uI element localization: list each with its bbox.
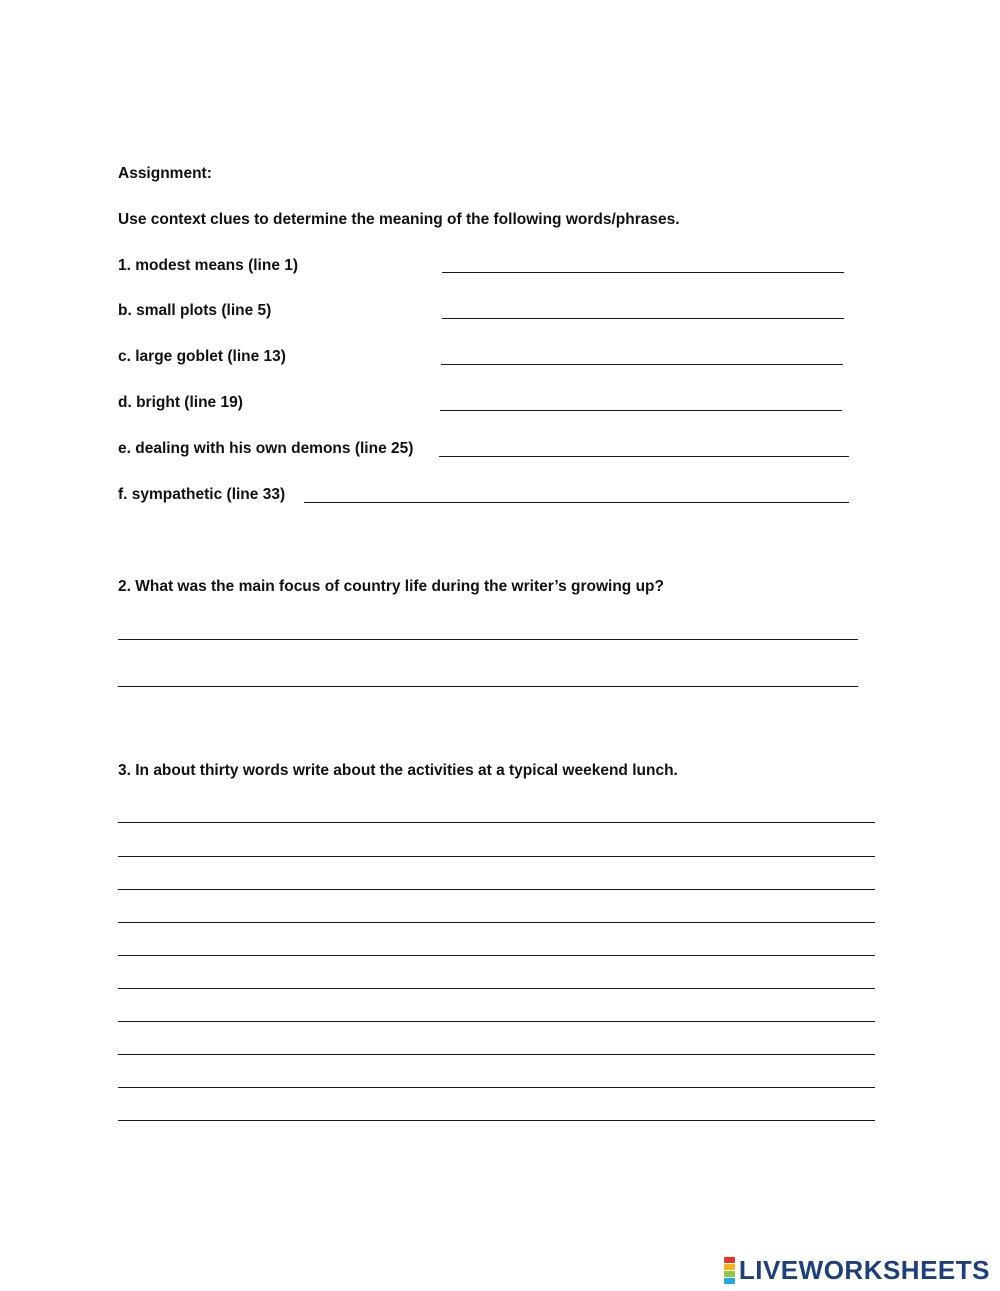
logo-block <box>724 1257 735 1263</box>
answer-line[interactable] <box>118 988 875 989</box>
answer-line[interactable] <box>118 922 875 923</box>
logo-block <box>724 1278 735 1284</box>
vocab-answer-line[interactable] <box>442 318 844 319</box>
question-2-text: 2. What was the main focus of country life during the writer’s growing up? <box>118 578 664 595</box>
vocab-answer-line[interactable] <box>304 502 849 503</box>
answer-line[interactable] <box>118 686 858 687</box>
answer-line[interactable] <box>118 1087 875 1088</box>
answer-line[interactable] <box>118 889 875 890</box>
assignment-heading: Assignment: <box>118 165 212 182</box>
vocab-item-label: c. large goblet (line 13) <box>118 348 286 365</box>
instruction-text: Use context clues to determine the meaning of the following words/phrases. <box>118 211 680 228</box>
answer-line[interactable] <box>118 1021 875 1022</box>
vocab-answer-line[interactable] <box>441 364 843 365</box>
answer-line[interactable] <box>118 1054 875 1055</box>
answer-line[interactable] <box>118 639 858 640</box>
answer-line[interactable] <box>118 822 875 823</box>
vocab-item-label: d. bright (line 19) <box>118 394 243 411</box>
vocab-item-label: 1. modest means (line 1) <box>118 257 299 274</box>
logo-blocks-icon <box>724 1257 735 1284</box>
logo-text: LIVEWORKSHEETS <box>738 1254 990 1285</box>
answer-line[interactable] <box>118 856 875 857</box>
vocab-item-label: e. dealing with his own demons (line 25) <box>118 440 414 457</box>
logo-block <box>724 1264 735 1270</box>
vocab-item-label: f. sympathetic (line 33) <box>118 486 286 503</box>
vocab-answer-line[interactable] <box>440 410 842 411</box>
vocab-answer-line[interactable] <box>442 272 844 273</box>
answer-line[interactable] <box>118 955 875 956</box>
question-3-text: 3. In about thirty words write about the activities at a typical weekend lunch. <box>118 762 678 779</box>
vocab-answer-line[interactable] <box>439 456 849 457</box>
logo-block <box>724 1271 735 1277</box>
answer-line[interactable] <box>118 1120 875 1121</box>
liveworksheets-logo <box>724 1255 990 1285</box>
vocab-item-label: b. small plots (line 5) <box>118 302 272 319</box>
